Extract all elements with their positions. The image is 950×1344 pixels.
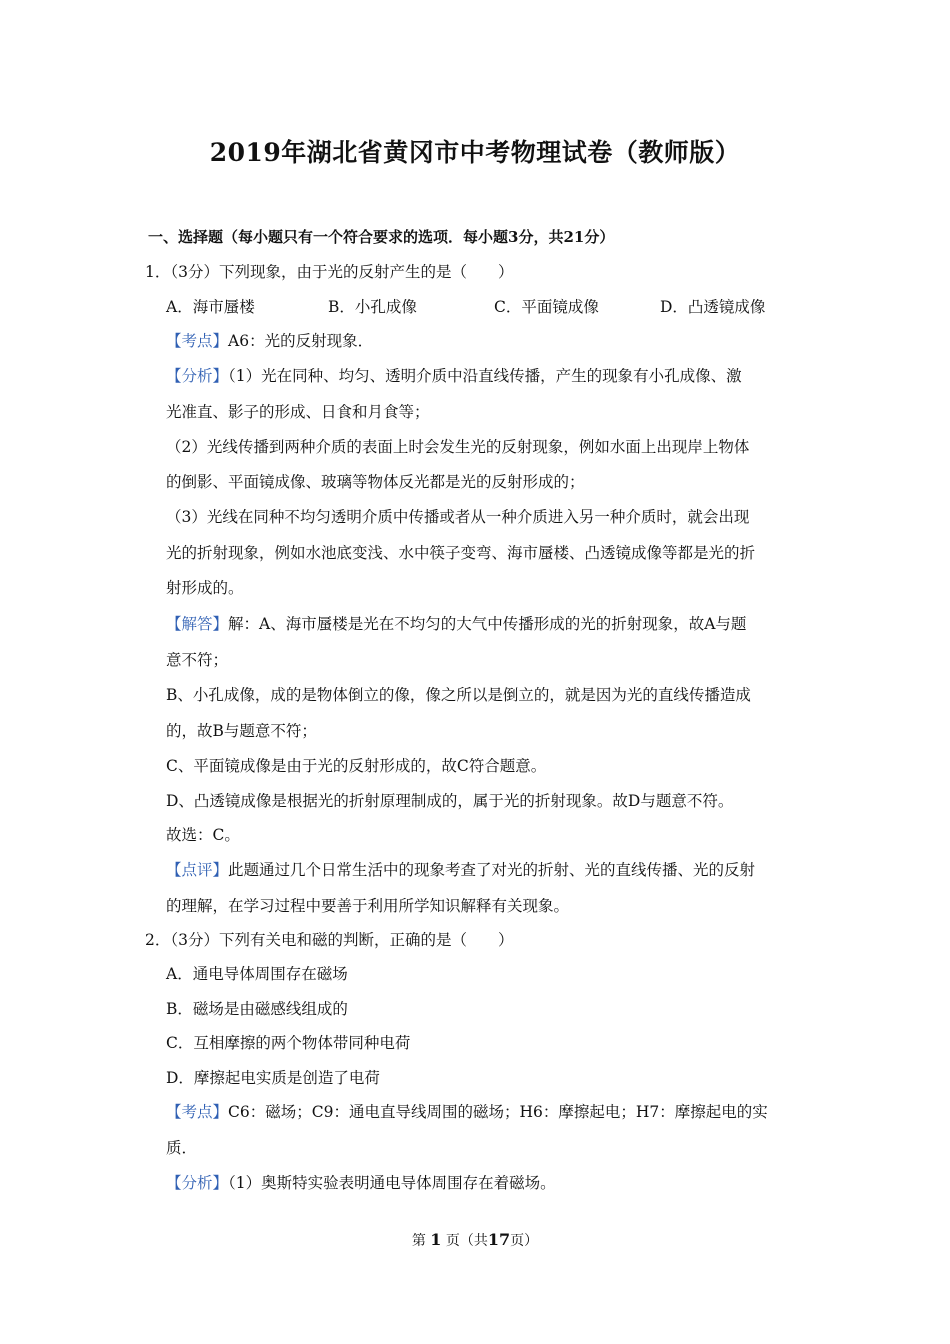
q1-option-b: B．小孔成像 — [328, 298, 417, 316]
q1-jieda-line: 【解答】解：A、海市蜃楼是光在不均匀的大气中传播形成的光的折射现象，故A与题 — [166, 615, 747, 633]
fenxi-tag: 【分析】 — [166, 367, 229, 385]
q1-answer: 故选：C。 — [166, 826, 240, 844]
page-footer: 第 1 页（共17页） — [411, 1230, 539, 1249]
q1-option-a: A．海市蜃楼 — [166, 298, 255, 316]
q2-fenxi-line: 【分析】（1）奥斯特实验表明通电导体周围存在着磁场。 — [166, 1174, 556, 1192]
q1-dianping-line: 【点评】此题通过几个日常生活中的现象考查了对光的折射、光的直线传播、光的反射 — [166, 861, 756, 879]
q1-jieda-line: C、平面镜成像是由于光的反射形成的，故C符合题意。 — [166, 757, 547, 775]
q1-option-c: C．平面镜成像 — [494, 298, 599, 316]
section-heading: 一、选择题（每小题只有一个符合要求的选项．每小题3分，共21分） — [148, 228, 615, 246]
jieda-tag: 【解答】 — [166, 615, 229, 633]
kaodian-tag: 【考点】 — [166, 332, 229, 350]
q2-kaodian-cont: 质． — [166, 1139, 198, 1157]
dianping-tag: 【点评】 — [166, 861, 229, 879]
page-number: 1 — [430, 1230, 442, 1249]
page-title: 2019年湖北省黄冈市中考物理试卷（教师版） — [209, 138, 741, 167]
q1-dianping-line: 的理解，在学习过程中要善于利用所学知识解释有关现象。 — [166, 897, 570, 915]
q1-fenxi-line: 光准直、影子的形成、日食和月食等； — [166, 403, 430, 421]
q1-fenxi-line: （2）光线传播到两种介质的表面上时会发生光的反射现象，例如水面上出现岸上物体 — [166, 438, 750, 456]
q1-fenxi-line: （3）光线在同种不均匀透明介质中传播或者从一种介质进入另一种介质时，就会出现 — [166, 508, 750, 526]
q1-jieda-line: D、凸透镜成像是根据光的折射原理制成的，属于光的折射现象。故D与题意不符。 — [166, 792, 734, 810]
q2-kaodian: 【考点】C6：磁场；C9：通电直导线周围的磁场；H6：摩擦起电；H7：摩擦起电的实 — [166, 1103, 768, 1121]
q1-jieda-line: 的，故B与题意不符； — [166, 722, 317, 740]
q1-jieda-line: 意不符； — [166, 651, 229, 669]
q1-stem: 1．（3分）下列现象，由于光的反射产生的是（ ） — [145, 263, 514, 281]
kaodian-tag: 【考点】 — [166, 1103, 229, 1121]
q2-option-b: B．磁场是由磁感线组成的 — [166, 1000, 348, 1018]
q1-fenxi-line: 射形成的。 — [166, 579, 244, 597]
q2-stem: 2．（3分）下列有关电和磁的判断，正确的是（ ） — [145, 931, 514, 949]
total-pages: 17 — [487, 1230, 511, 1249]
q2-option-a: A．通电导体周围存在磁场 — [166, 965, 348, 983]
q1-fenxi-line: 光的折射现象，例如水池底变浅、水中筷子变弯、海市蜃楼、凸透镜成像等都是光的折 — [166, 544, 756, 562]
q1-option-d: D．凸透镜成像 — [660, 298, 766, 316]
q2-option-d: D．摩擦起电实质是创造了电荷 — [166, 1069, 380, 1087]
q1-jieda-line: B、小孔成像，成的是物体倒立的像，像之所以是倒立的，就是因为光的直线传播造成 — [166, 686, 751, 704]
q1-fenxi-line: 的倒影、平面镜成像、玻璃等物体反光都是光的反射形成的； — [166, 473, 585, 491]
q1-fenxi-line: 【分析】（1）光在同种、均匀、透明介质中沿直线传播，产生的现象有小孔成像、激 — [166, 367, 742, 385]
fenxi-tag: 【分析】 — [166, 1174, 229, 1192]
q2-option-c: C．互相摩擦的两个物体带同种电荷 — [166, 1034, 411, 1052]
q1-kaodian: 【考点】A6：光的反射现象． — [166, 332, 374, 350]
q1-options — [166, 295, 806, 315]
